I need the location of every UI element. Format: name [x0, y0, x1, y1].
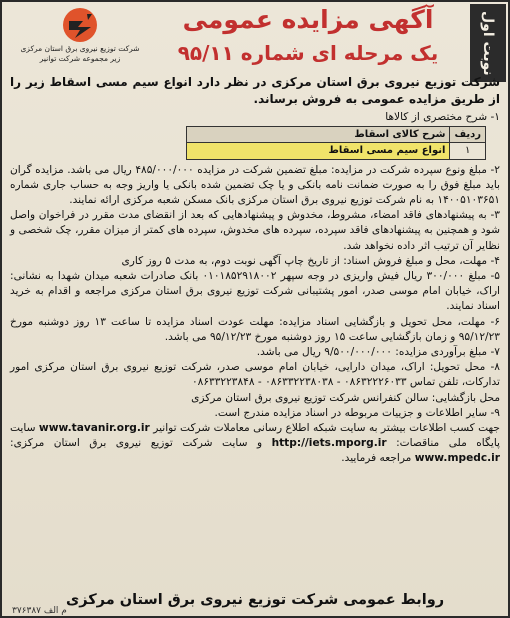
section-2: ۲- مبلغ ونوع سپرده شرکت در مزایده: مبلغ تضمین شرکت در مزایده ۴۸۵/۰۰۰/۰۰۰ ریال می باشد. مزایده گران باید مبلغ فوق را به صورت ضمانت نامه بانکی و یا چک تضمین شده بانکی یا واریز وجه به حساب جاری شماره ۱۴۰۰۵۱۰۳۶۵۱ به نام شرکت توزیع نیروی برق استان مرکزی بانک مسکن شعبه مرکزی ارائه نمایند.: [10, 163, 500, 207]
notice-subtitle: یک مرحله ای شماره ۹۵/۱۱: [177, 41, 439, 65]
section-3: ۳- به پیشنهادهای فاقد امضاء، مشروط، مخدوش و پیشنهادهایی که بعد از انقضای مدت مقرر در فراخوان واصل شود و همچنین به پیشنهادهای فاقد سپرده، سپرده های مخدوش، سپرده های کمتر از میزان مقرر، چک شخصی و نظایر آن ترتیب اثر داده نخواهد شد.: [10, 209, 500, 252]
notice-body: [10, 74, 500, 467]
logo-line-2: زیر مجموعه شرکت توانیر: [39, 54, 121, 63]
table-header-row-number: ردیف: [450, 127, 486, 143]
power-company-logo-icon: [61, 6, 99, 44]
section-9: ۹- سایر اطلاعات و جزییات مربوطه در اسناد مزایده مندرج است.: [214, 406, 500, 419]
table-row: [187, 143, 486, 159]
section-4: ۴- مهلت، محل و مبلغ فروش اسناد: از تاریخ چاپ آگهی نوبت دوم، به مدت ۵ روز کاری: [121, 254, 500, 267]
closing-end: مراجعه فرمایید.: [341, 452, 412, 465]
table-cell-description: انواع سیم مسی اسقاط: [187, 143, 450, 159]
iets-link[interactable]: http://iets.mporg.ir: [271, 437, 387, 450]
mpedc-link[interactable]: www.mpedc.ir: [414, 452, 500, 465]
items-table: [186, 126, 486, 159]
notice-title: آگهی مزایده عمومی: [182, 5, 434, 34]
section-5: ۵- مبلغ ۳۰۰/۰۰۰ ریال فیش واریزی در وجه سپهر ۰۱۰۱۸۵۲۹۱۸۰۰۲ بانک صادرات شعبه میدان شهدا به نشانی: اراک، خیابان امام موسی صدر، امور پشتیبانی شرکت توزیع نیروی برق استان مرکزی مراجعه و اقدام به خرید اسناد نمایند.: [10, 270, 500, 313]
table-cell-number: ۱: [450, 143, 486, 159]
closing-pre: جهت کسب اطلاعات بیشتر به سایت شبکه اطلاع رسانی معاملات شرکت توانیر: [153, 422, 500, 435]
closing-mid-1: سایت پایگاه ملی مناقصات:: [10, 422, 500, 450]
intro-paragraph: شرکت توزیع نیروی برق استان مرکزی در نظر دارد انواع سیم مسی اسقاط زیر را از طریق مزایده عمومی به فروش برساند.: [10, 75, 500, 106]
section-8b: محل بازگشایی: سالن کنفرانس شرکت توزیع نیروی برق استان مرکزی: [191, 391, 500, 404]
section-6: ۶- مهلت، محل تحویل و بازگشایی اسناد مزایده: مهلت عودت اسناد مزایده تا ساعت ۱۳ روز دوشنبه مورخ ۹۵/۱۲/۲۳ و زمان بازگشایی ساعت ۱۵ روز دوشنبه مورخ ۹۵/۱۲/۲۳ می باشد.: [10, 315, 500, 343]
company-logo: [10, 6, 150, 64]
closing-paragraph: [10, 421, 500, 467]
section-7: ۷- مبلغ برآوردی مزایده: ۹/۵۰۰/۰۰۰/۰۰۰ ریال می باشد.: [256, 346, 500, 359]
closing-mid-2: و سایت شرکت توزیع نیروی برق استان مرکزی:: [10, 437, 263, 450]
section-8: ۸- محل تحویل: اراک، میدان دارایی، خیابان امام موسی صدر، شرکت توزیع نیروی برق استان مرکزی امور تدارکات، تلفن تماس ۰۸۶۳۲۲۲۶۰۳۳ - ۰۸۶۳۳۲۲۳۸۰۳۸ - ۰۸۶۳۳۲۲۳۸۴۸: [10, 361, 500, 389]
page-number: ۳۷۶۳۸۷ م الف: [12, 606, 67, 616]
public-relations-footer: روابط عمومی شرکت توزیع نیروی برق استان مرکزی: [65, 592, 445, 608]
table-header-description: شرح کالای اسقاط: [187, 127, 450, 143]
tavanir-link[interactable]: www.tavanir.org.ir: [38, 422, 150, 435]
first-publication-badge: نوبت اول: [470, 4, 506, 82]
logo-line-1: شرکت توزیع نیروی برق استان مرکزی: [20, 44, 140, 53]
section-1: ۱- شرح مختصری از کالاها: [385, 111, 500, 123]
